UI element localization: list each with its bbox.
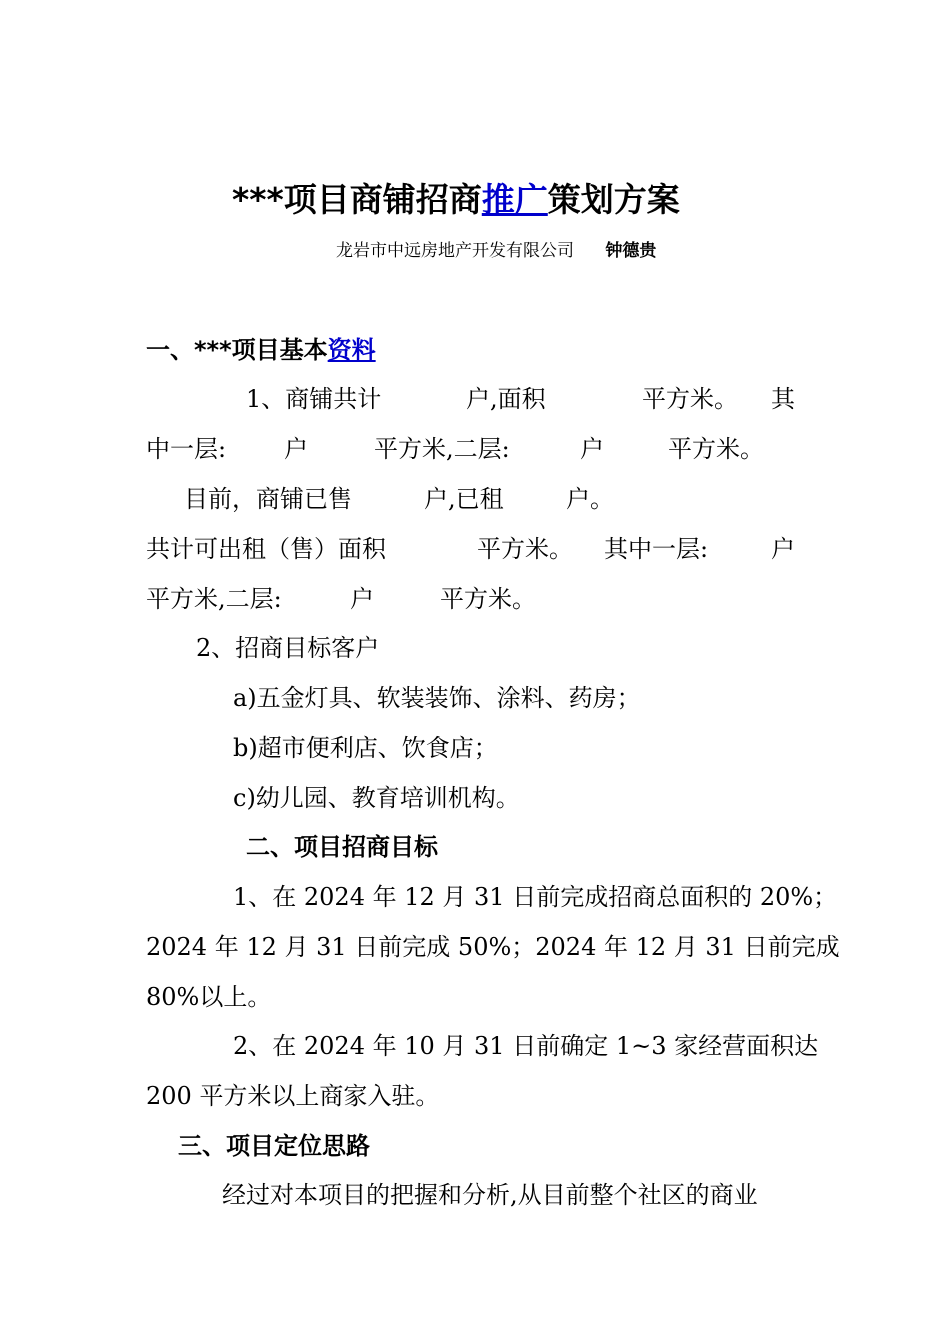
p1-d: 其 (771, 385, 795, 413)
p9: c)幼儿园、教育培训机构。 (233, 784, 520, 812)
p2-c: 平方米,二层: (374, 435, 510, 463)
p4-a: 共计可出租（售）面积 (146, 535, 386, 563)
p3-a: 目前，商铺已售 (184, 485, 352, 513)
p5-a: 平方米,二层: (146, 585, 282, 613)
p11: 2024 年 12 月 31 日前完成 50%；2024 年 12 月 31 日前完成 (146, 933, 840, 961)
p14: 200 平方米以上商家入驻。 (146, 1082, 440, 1110)
title-link[interactable]: 推广 (481, 180, 548, 219)
subtitle (336, 240, 656, 262)
p15: 经过对本项目的把握和分析,从目前整个社区的商业 (222, 1181, 758, 1209)
p7: a)五金灯具、软装装饰、涂料、药房； (233, 684, 641, 712)
section-heading-3: 三、项目定位思路 (178, 1132, 370, 1160)
p10: 1、在 2024 年 12 月 31 日前完成招商总面积的 20%； (233, 883, 838, 911)
p6: 2、招商目标客户 (196, 634, 380, 662)
p2-d: 户 (580, 435, 604, 463)
section-heading-2: 二、项目招商目标 (246, 833, 438, 861)
section-heading-1 (146, 335, 376, 365)
p12: 80%以上。 (146, 983, 272, 1011)
document-title (232, 180, 680, 220)
p1-a: 1、商铺共计 (246, 385, 382, 413)
p2-b: 户 (284, 435, 308, 463)
p1-c: 平方米。 (642, 385, 738, 413)
p3-b: 户,已租 (424, 485, 504, 513)
p8: b)超市便利店、饮食店； (233, 734, 498, 762)
p13: 2、在 2024 年 10 月 31 日前确定 1~3 家经营面积达 (233, 1032, 819, 1060)
title-suffix: 策划方案 (547, 180, 680, 219)
p2-a: 中一层: (146, 435, 227, 463)
section1-prefix: 一、***项目基本 (146, 336, 328, 364)
p4-b: 平方米。 (477, 535, 573, 563)
p2-e: 平方米。 (668, 435, 764, 463)
p4-d: 户 (771, 535, 795, 563)
p4-c: 其中一层: (604, 535, 709, 563)
p3-c: 户。 (566, 485, 614, 513)
p5-b: 户 (350, 585, 374, 613)
subtitle-company: 龙岩市中远房地产开发有限公司 (336, 241, 574, 261)
p5-c: 平方米。 (440, 585, 536, 613)
section1-link[interactable]: 资料 (327, 336, 376, 364)
title-prefix: ***项目商铺招商 (232, 180, 482, 219)
p1-b: 户,面积 (466, 385, 546, 413)
subtitle-person: 钟德贵 (605, 241, 657, 261)
